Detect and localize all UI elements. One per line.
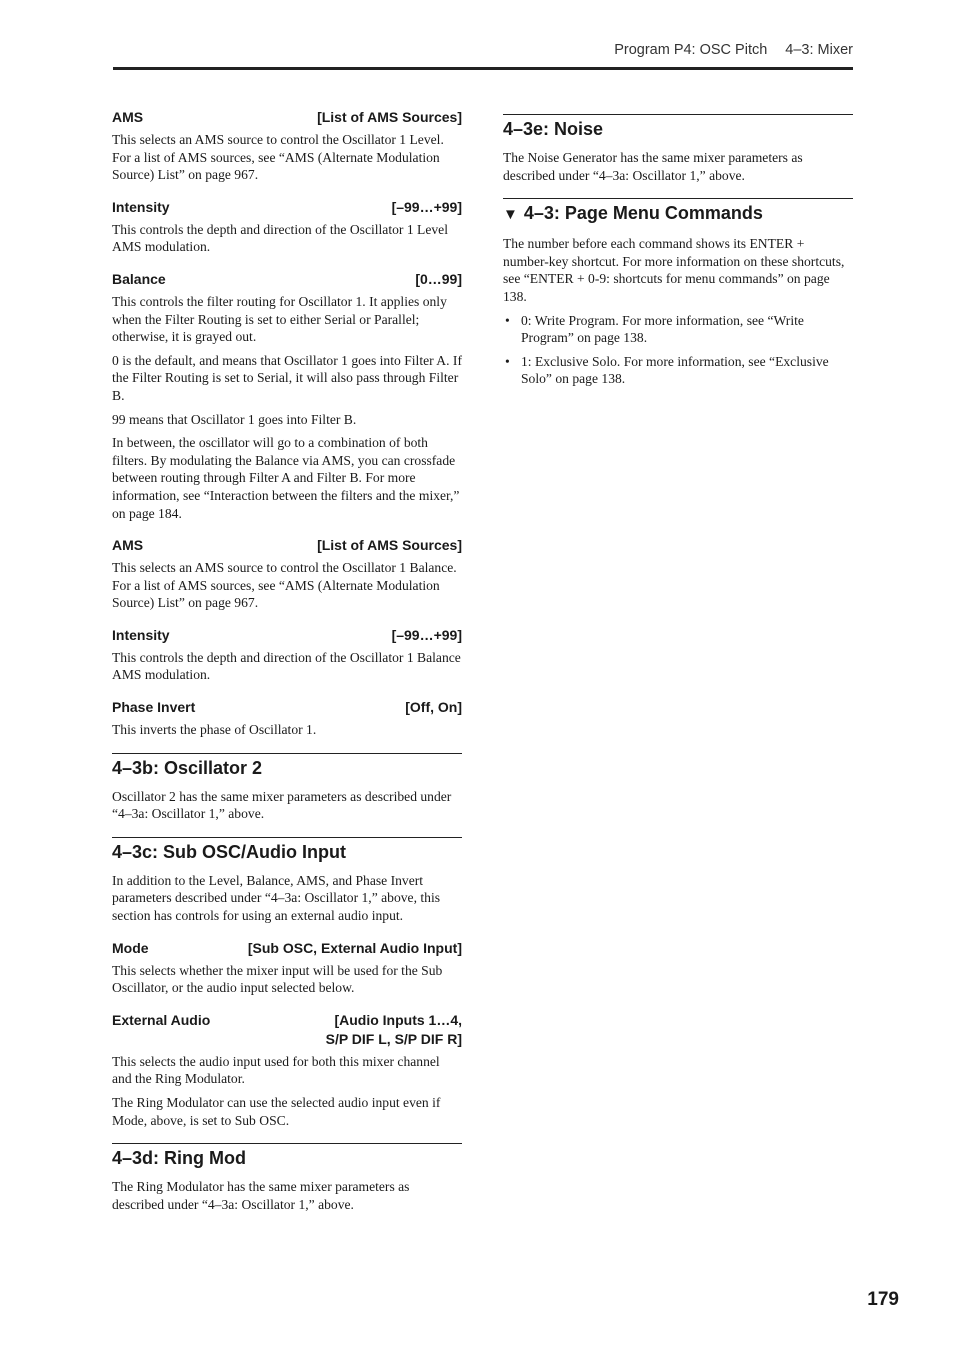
param-name: AMS xyxy=(112,109,144,125)
param-description: This selects an AMS source to control the Oscillator 1 Balance. For a list of AMS sources, see “AMS (Alternate Modulation Source) List” on page 967. xyxy=(112,560,457,611)
left-column xyxy=(112,108,462,1219)
param-description: This controls the depth and direction of the Oscillator 1 Balance AMS modulation. xyxy=(112,649,461,683)
header-subsection: 4–3: Mixer xyxy=(785,42,853,58)
list-item xyxy=(503,312,853,347)
menu-command-list xyxy=(503,312,853,388)
page-number: 179 xyxy=(867,1289,899,1310)
paragraph: In addition to the Level, Balance, AMS, and Phase Invert parameters described under “4–3a: Oscillator 1,” above, this section has controls for using an external audio input. xyxy=(112,872,441,924)
param-description: This inverts the phase of Oscillator 1. xyxy=(112,722,317,738)
paragraph: The Ring Modulator can use the selected audio input even if Mode, above, is set to Sub OSC. xyxy=(112,1095,441,1128)
list-item xyxy=(503,353,853,388)
right-column xyxy=(503,108,853,394)
param-range: [List of AMS Sources] xyxy=(317,537,462,554)
list-item-text: 1: Exclusive Solo. For more information, see “Exclusive Solo” on page 138. xyxy=(521,353,829,387)
param-description: This controls the depth and direction of the Oscillator 1 Level AMS modulation. xyxy=(112,221,448,255)
param-range: [–99…+99] xyxy=(391,626,462,643)
paragraph: The Ring Modulator has the same mixer parameters as described under “4–3a: Oscillator 1,” above. xyxy=(112,1179,410,1212)
param-range: [Sub OSC, External Audio Input] xyxy=(247,939,462,956)
section-heading-sub-osc: 4–3c: Sub OSC/Audio Input xyxy=(112,837,462,864)
paragraph: This selects the audio input used for both this mixer channel and the Ring Modulator. xyxy=(112,1053,440,1087)
section-heading-noise: 4–3e: Noise xyxy=(503,114,853,141)
param-range xyxy=(326,1011,462,1049)
param-name: Intensity xyxy=(112,198,170,215)
param-phase-invert xyxy=(112,698,462,717)
param-name: Phase Invert xyxy=(112,699,196,716)
bullet-icon: • xyxy=(505,312,510,328)
section-heading-oscillator-2: 4–3b: Oscillator 2 xyxy=(112,753,462,780)
param-ams-balance xyxy=(112,536,462,555)
section-heading-text: 4–3: Page Menu Commands xyxy=(523,203,763,224)
paragraph: Oscillator 2 has the same mixer parameters as described under “4–3a: Oscillator 1,” above. xyxy=(112,788,452,822)
param-name: External Audio xyxy=(112,1011,211,1028)
param-name: Intensity xyxy=(112,626,170,643)
page-header xyxy=(113,42,853,58)
param-name: Balance xyxy=(112,270,166,287)
param-name: Mode xyxy=(112,939,149,956)
section-heading-page-menu xyxy=(503,198,853,227)
param-intensity-balance xyxy=(112,626,462,645)
paragraph: This controls the filter routing for Oscillator 1. It applies only when the Filter Routing is set to either Serial or Parallel; otherwise, it is grayed out. xyxy=(112,293,447,345)
param-description: This selects an AMS source to control the Oscillator 1 Level. For a list of AMS sources, see “AMS (Alternate Modulation Source) List” on page 967. xyxy=(112,132,444,183)
param-range-line: [Audio Inputs 1…4, xyxy=(334,1011,462,1028)
param-ams-level xyxy=(112,108,462,127)
bullet-icon: • xyxy=(505,353,510,369)
param-intensity-level xyxy=(112,198,462,217)
param-range: [List of AMS Sources] xyxy=(317,109,462,125)
param-external-audio xyxy=(112,1011,462,1049)
header-section: Program P4: OSC Pitch xyxy=(614,42,768,58)
paragraph: In between, the oscillator will go to a combination of both filters. By modulating the Balance via AMS, you can crossfade between routing through Filter A and Filter B. For more information, see “Interaction between the filters and the mixer,” on page 184. xyxy=(112,435,460,521)
param-description: This selects whether the mixer input will be used for the Sub Oscillator, or the audio input selected below. xyxy=(112,962,443,996)
list-item-text: 0: Write Program. For more information, see “Write Program” on page 138. xyxy=(521,312,804,346)
paragraph: The number before each command shows its ENTER + number-key shortcut. For more information on these shortcuts, see “ENTER + 0-9: shortcuts for menu commands” on page 138. xyxy=(503,236,845,304)
param-balance xyxy=(112,270,462,289)
param-range: [0…99] xyxy=(415,270,462,287)
triangle-down-icon: ▼ xyxy=(503,206,518,224)
section-heading-ring-mod: 4–3d: Ring Mod xyxy=(112,1143,462,1170)
param-range-line: S/P DIF L, S/P DIF R] xyxy=(325,1030,462,1047)
param-range: [–99…+99] xyxy=(391,198,462,215)
paragraph: 0 is the default, and means that Oscillator 1 goes into Filter A. If the Filter Routing is set to Serial, it will also pass through Filter B. xyxy=(112,352,462,403)
param-name: AMS xyxy=(112,537,144,554)
paragraph: 99 means that Oscillator 1 goes into Filter B. xyxy=(112,411,357,427)
paragraph: The Noise Generator has the same mixer parameters as described under “4–3a: Oscillator 1,” above. xyxy=(503,150,803,183)
param-mode xyxy=(112,939,462,958)
header-rule xyxy=(113,67,853,70)
param-range: [Off, On] xyxy=(405,699,462,716)
